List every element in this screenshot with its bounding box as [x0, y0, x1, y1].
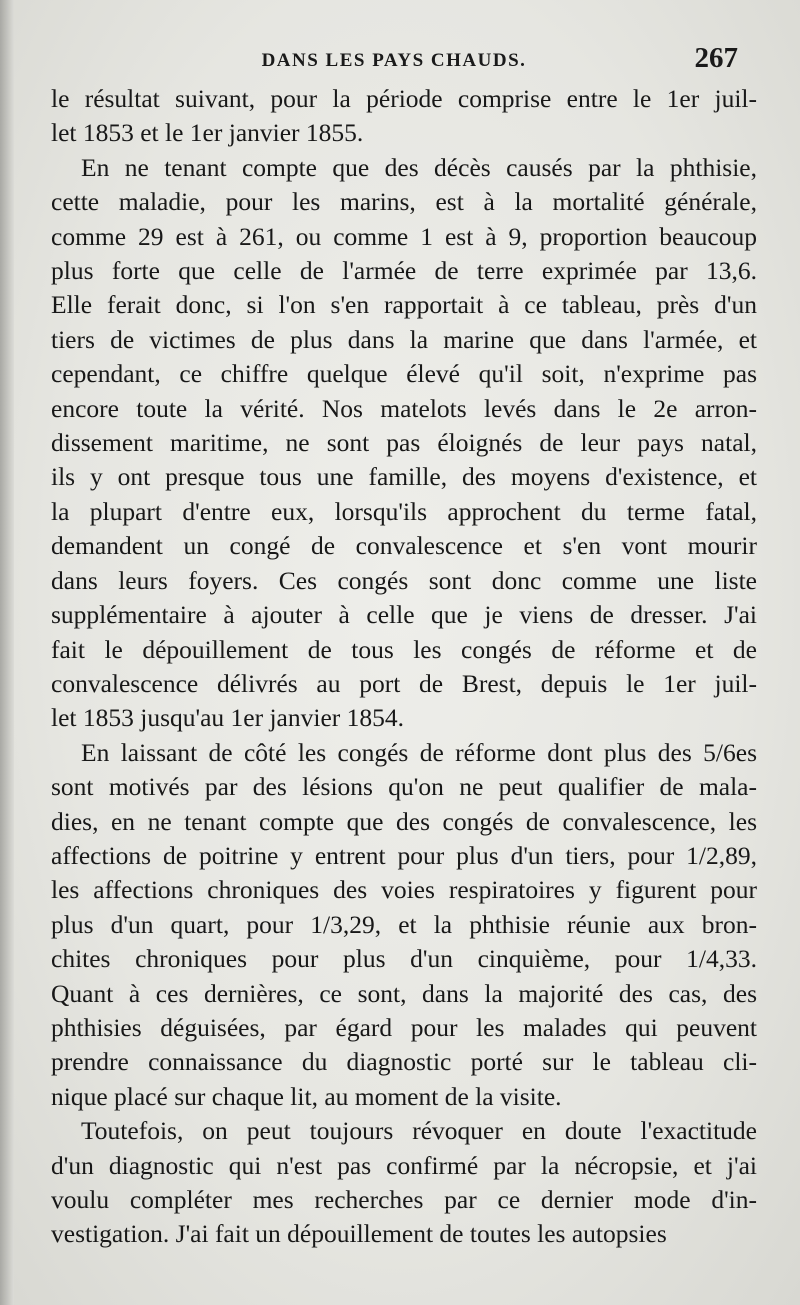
- text-line: plus forte que celle de l'armée de terre exprimée par 13,6.: [51, 256, 757, 286]
- text-line: Toutefois, on peut toujours révoquer en doute l'exactitude: [81, 1116, 757, 1146]
- text-line: phthisies déguisées, par égard pour les malades qui peuvent: [51, 1012, 757, 1042]
- text-line: tiers de victimes de plus dans la marine que dans l'armée, et: [51, 324, 757, 354]
- text-line: voulu compléter mes recherches par ce dernier mode d'in-: [51, 1185, 757, 1214]
- text-line: cette maladie, pour les marins, est à la mortalité générale,: [51, 187, 757, 217]
- text-line: En ne tenant compte que des décès causés par la phthisie,: [81, 152, 757, 182]
- text-line: plus d'un quart, pour 1/3,29, et la phthisie réunie aux bron-: [51, 909, 757, 939]
- body-text: [51, 82, 757, 1252]
- text-line: cependant, ce chiffre quelque élevé qu'il soit, n'exprime pas: [51, 359, 757, 389]
- text-line: supplémentaire à ajouter à celle que je viens de dresser. J'ai: [51, 600, 757, 630]
- text-line: prendre connaissance du diagnostic porté sur le tableau cli-: [51, 1047, 757, 1077]
- page-number: 267: [694, 42, 738, 74]
- paragraph: [51, 82, 757, 151]
- page-header: [50, 40, 738, 80]
- paragraph: [51, 1114, 757, 1252]
- text-line: convalescence délivrés au port de Brest, depuis le 1er juil-: [51, 668, 757, 698]
- text-line: nique placé sur chaque lit, au moment de la visite.: [51, 1081, 562, 1111]
- text-line: ils y ont presque tous une famille, des moyens d'existence, et: [51, 462, 757, 492]
- text-line: d'un diagnostic qui n'est pas confirmé par la nécropsie, et j'ai: [51, 1150, 757, 1180]
- text-line: Quant à ces dernières, ce sont, dans la majorité des cas, des: [51, 978, 757, 1008]
- text-line: la plupart d'entre eux, lorsqu'ils approchent du terme fatal,: [51, 496, 757, 526]
- text-line: let 1853 et le 1er janvier 1855.: [51, 118, 364, 148]
- text-line: le résultat suivant, pour la période comprise entre le 1er juil-: [51, 84, 757, 113]
- text-line: dissement maritime, ne sont pas éloignés de leur pays natal,: [51, 428, 757, 458]
- text-line: encore toute la vérité. Nos matelots levés dans le 2e arron-: [51, 393, 757, 423]
- text-line: En laissant de côté les congés de réforme dont plus des 5/6es: [81, 737, 757, 767]
- text-line: dans leurs foyers. Ces congés sont donc comme une liste: [51, 565, 757, 595]
- text-line: les affections chroniques des voies respiratoires y figurent pour: [51, 875, 757, 905]
- text-line: sont motivés par des lésions qu'on ne peut qualifier de mala-: [51, 772, 757, 802]
- page-edge-shadow: [0, 0, 14, 1305]
- text-line: demandent un congé de convalescence et s'en vont mourir: [51, 531, 757, 561]
- text-line: fait le dépouillement de tous les congés de réforme et de: [51, 634, 757, 664]
- paragraph: [51, 151, 757, 736]
- text-line: let 1853 jusqu'au 1er janvier 1854.: [51, 703, 405, 733]
- text-line: affections de poitrine y entrent pour plus d'un tiers, pour 1/2,89,: [51, 840, 757, 870]
- paragraph: [51, 736, 757, 1114]
- text-line: vestigation. J'ai fait un dépouillement de toutes les autopsies: [51, 1219, 667, 1249]
- text-line: dies, en ne tenant compte que des congés de convalescence, les: [51, 806, 757, 836]
- text-line: chites chroniques pour plus d'un cinquième, pour 1/4,33.: [51, 944, 757, 974]
- text-line: comme 29 est à 261, ou comme 1 est à 9, proportion beaucoup: [51, 221, 757, 251]
- text-line: Elle ferait donc, si l'on s'en rapportait à ce tableau, près d'un: [51, 290, 757, 320]
- running-head: DANS LES PAYS CHAUDS.: [261, 50, 527, 71]
